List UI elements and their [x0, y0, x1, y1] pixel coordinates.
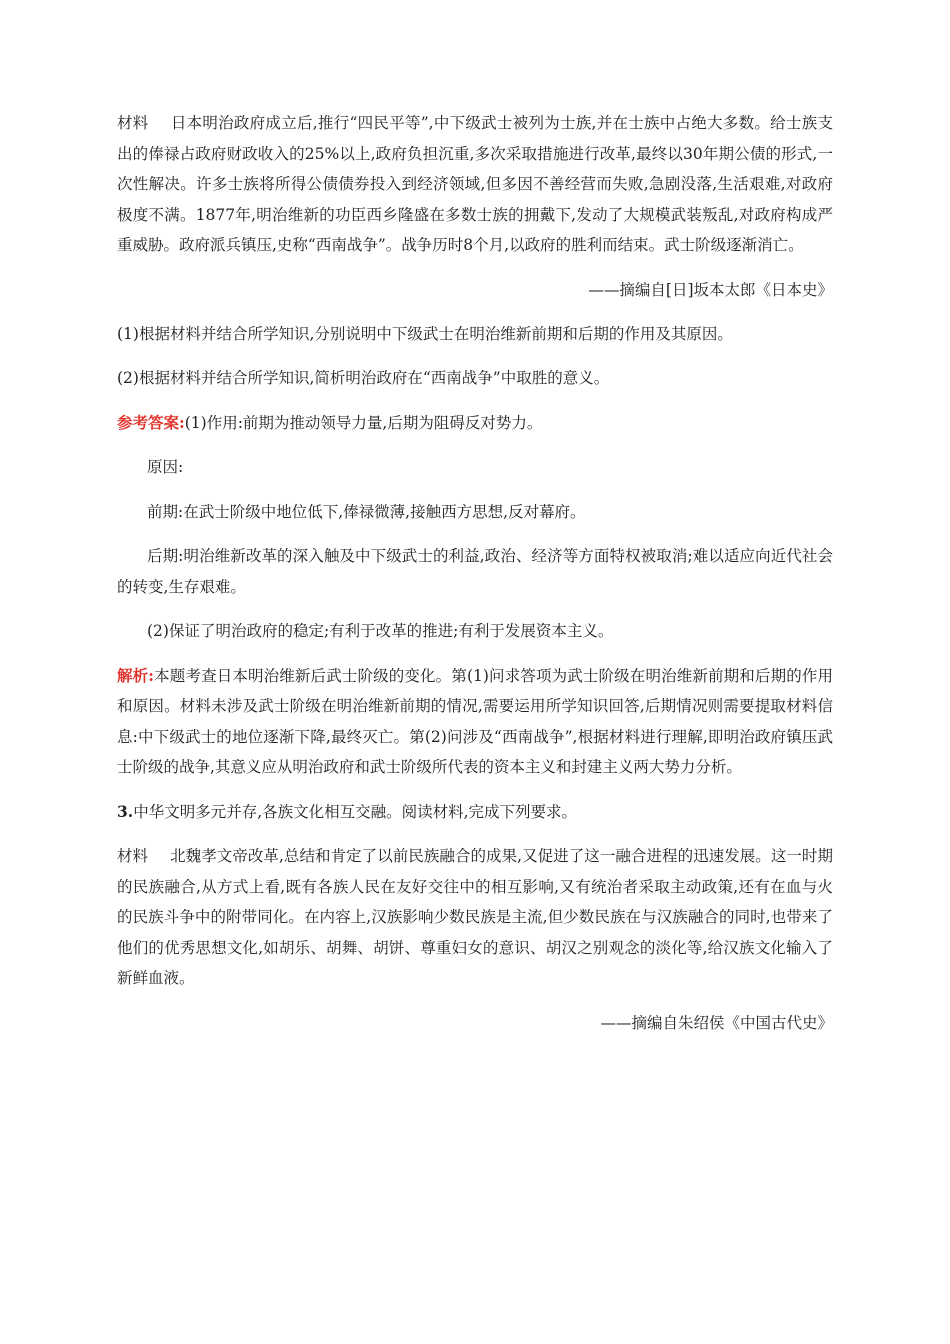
question-1: (1)根据材料并结合所学知识,分别说明中下级武士在明治维新前期和后期的作用及其原因。	[117, 324, 733, 343]
material-2-text: 北魏孝文帝改革,总结和肯定了以前民族融合的成果,又促进了这一融合进程的迅速发展。这一时期的民族融合,从方式上看,既有各族人民在友好交往中的相互影响,又有统治者采取主动政策,还有在血与火的民族斗争中的附带同化。在内容上,汉族影响少数民族是主流,但少数民族在与汉族融合的同时,也带来了他们的优秀思想文化,如胡乐、胡舞、胡饼、尊重妇女的意识、胡汉之别观念的淡化等,给汉族文化输入了新鲜血液。	[117, 847, 833, 987]
material-2-label: 材料	[117, 847, 149, 865]
document-page	[117, 108, 833, 1038]
answer-reason-label: 原因:	[147, 458, 184, 476]
material-1-source: ——摘编自[日]坂本太郎《日本史》	[588, 280, 833, 299]
material-2-source: ——摘编自朱绍侯《中国古代史》	[600, 1013, 833, 1032]
analysis-paragraph	[117, 661, 833, 783]
material-1-paragraph	[117, 108, 833, 261]
answer-part-1: (1)作用:前期为推动领导力量,后期为阻碍反对势力。	[184, 413, 543, 432]
question-3-number: 3.	[117, 801, 134, 821]
question-3-heading	[117, 797, 833, 828]
answer-late-reason: 后期:明治维新改革的深入触及中下级武士的利益,政治、经济等方面特权被取消;难以适应向近代社会的转变,生存艰难。	[117, 547, 833, 596]
answer-label: 参考答案:	[117, 412, 185, 432]
answer-part-2: (2)保证了明治政府的稳定;有利于改革的推进;有利于发展资本主义。	[147, 622, 614, 640]
analysis-text: 本题考查日本明治维新后武士阶级的变化。第(1)问求答项为武士阶级在明治维新前期和后期的作用和原因。材料未涉及武士阶级在明治维新前期的情况,需要运用所学知识回答,后期情况则需要提取材料信息:中下级武士的地位逐渐下降,最终灭亡。第(2)问涉及“西南战争”,根据材料进行理解,即明治政府镇压武士阶级的战争,其意义应从明治政府和武士阶级所代表的资本主义和封建主义两大势力分析。	[117, 666, 833, 776]
material-1-label: 材料	[117, 114, 149, 132]
answer-line-1	[117, 408, 833, 439]
question-3-text: 中华文明多元并存,各族文化相互交融。阅读材料,完成下列要求。	[133, 802, 578, 821]
analysis-label: 解析:	[117, 665, 155, 685]
question-2: (2)根据材料并结合所学知识,简析明治政府在“西南战争”中取胜的意义。	[117, 369, 610, 387]
answer-early-reason: 前期:在武士阶级中地位低下,俸禄微薄,接触西方思想,反对幕府。	[147, 502, 586, 521]
material-1-text: 日本明治政府成立后,推行“四民平等”,中下级武士被列为士族,并在士族中占绝大多数。给士族支出的俸禄占政府财政收入的25%以上,政府负担沉重,多次采取措施进行改革,最终以30年期公债的形式,一次性解决。许多士族将所得公债债券投入到经济领域,但多因不善经营而失败,急剧没落,生活艰难,对政府极度不满。1877年,明治维新的功臣西乡隆盛在多数士族的拥戴下,发动了大规模武装叛乱,对政府构成严重威胁。政府派兵镇压,史称“西南战争”。战争历时8个月,以政府的胜利而结束。武士阶级逐渐消亡。	[117, 114, 833, 254]
material-2-paragraph	[117, 841, 833, 994]
